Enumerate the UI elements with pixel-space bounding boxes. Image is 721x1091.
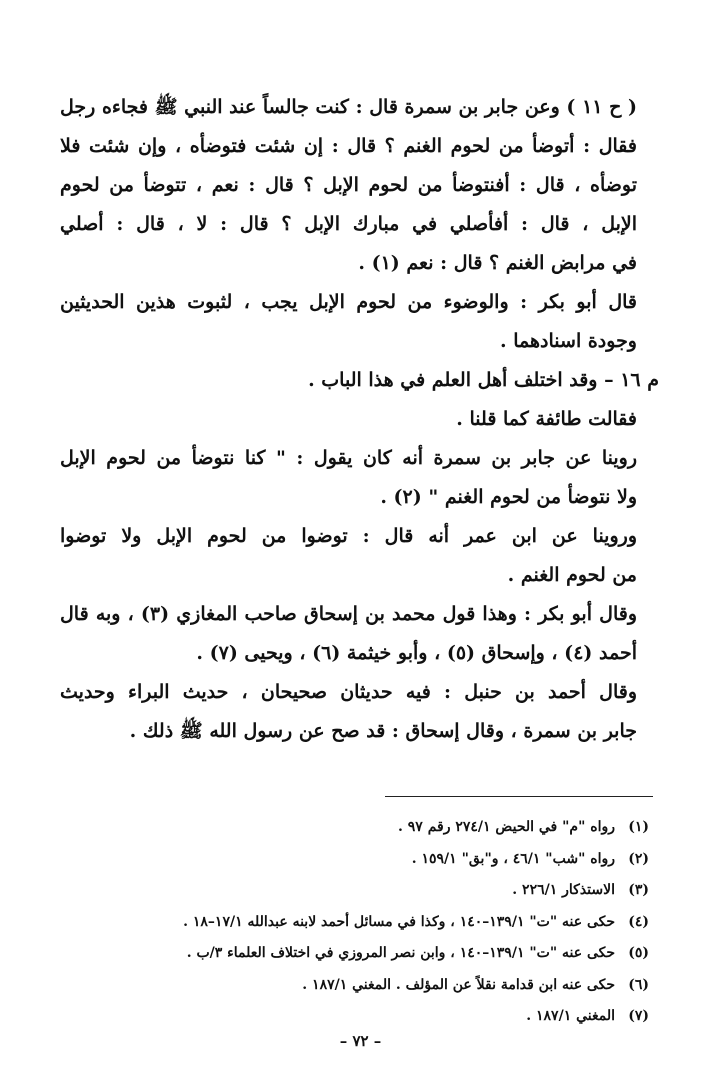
footnote-text: الاستذكار ٢٢٦/١ . <box>512 882 615 898</box>
footnote-number: (٧) <box>628 1008 649 1024</box>
text-line: قال أبو بكر : والوضوء من لحوم الإبل يجب ، لثبوت هذين الحديثين <box>60 291 637 313</box>
footnote-number: (٣) <box>628 882 649 898</box>
footnote-number: (٥) <box>628 945 649 961</box>
footnote-text: رواه "شب" ٤٦/١ ، و"بق" ١٥٩/١ . <box>411 850 615 867</box>
footnote-text: حكى عنه "ت" ١٣٩/١–١٤٠ ، وابن نصر المروزي في اختلاف العلماء ٣/ب . <box>186 945 615 961</box>
text-line: أحمد (٤) ، وإسحاق (٥) ، وأبو خيثمة (٦) ، ويحيى (٧) . <box>196 642 637 664</box>
footnote-number: (١) <box>628 819 649 835</box>
text-line: روينا عن جابر بن سمرة أنه كان يقول : " كنا نتوضأ من لحوم الإبل <box>60 447 637 469</box>
footnote <box>60 844 649 876</box>
page-number: – ٧٢ – <box>339 1032 382 1050</box>
text-line: وروينا عن ابن عمر أنه قال : توضوا من لحوم الإبل ولا توضوا <box>60 525 637 547</box>
text-line: في مرابض الغنم ؟ قال : نعم (١) . <box>358 252 637 274</box>
footnote <box>60 812 649 844</box>
footnotes <box>60 812 649 1033</box>
footnote-text: حكى عنه ابن قدامة نقلاً عن المؤلف . المغني ١٨٧/١ . <box>302 976 615 993</box>
footnote-text: المغني ١٨٧/١ . <box>526 1008 615 1024</box>
main-text <box>60 88 659 751</box>
text-line: ولا نتوضأ من لحوم الغنم " (٢) . <box>380 486 637 508</box>
footnote-separator <box>385 796 653 797</box>
text-line: وجودة اسنادهما . <box>500 330 637 352</box>
text-line: الإبل ، قال : أفأصلي في مبارك الإبل ؟ قال : لا ، قال : أصلي <box>60 213 637 235</box>
text-line: توضأه ، قال : أفنتوضأ من لحوم الإبل ؟ قال : نعم ، تتوضأ من لحوم <box>60 174 637 196</box>
footnote <box>60 875 649 907</box>
footnote-number: (٢) <box>628 850 649 867</box>
footnote-number: (٦) <box>628 976 649 993</box>
text-line: وقال أبو بكر : وهذا قول محمد بن إسحاق صاحب المغازي (٣) ، وبه قال <box>60 603 638 625</box>
text-line: من لحوم الغنم . <box>507 564 637 586</box>
text-line: م ١٦ – وقد اختلف أهل العلم في هذا الباب . <box>308 369 659 391</box>
text-line: ( ح ١١ ) وعن جابر بن سمرة قال : كنت جالساً عند النبي ﷺ فجاءه رجل <box>60 96 637 118</box>
footnote <box>60 938 649 970</box>
text-line: جابر بن سمرة ، وقال إسحاق : قد صح عن رسول الله ﷺ ذلك . <box>129 720 637 742</box>
footnote <box>60 1001 649 1033</box>
footnote-text: رواه "م" في الحيض ٢٧٤/١ رقم ٩٧ . <box>398 819 615 835</box>
text-line: فقال : أتوضأ من لحوم الغنم ؟ قال : إن شئت فتوضأه ، وإن شئت فلا <box>60 135 637 157</box>
footnote-number: (٤) <box>628 913 649 930</box>
text-line: وقال أحمد بن حنبل : فيه حديثان صحيحان ، حديث البراء وحديث <box>60 681 637 703</box>
footnote <box>60 970 649 1002</box>
text-line: فقالت طائفة كما قلنا . <box>456 408 637 430</box>
footnote-text: حكى عنه "ت" ١٣٩/١–١٤٠ ، وكذا في مسائل أحمد لابنه عبدالله ١٧/١–١٨ . <box>183 913 615 930</box>
footnote <box>60 907 649 939</box>
